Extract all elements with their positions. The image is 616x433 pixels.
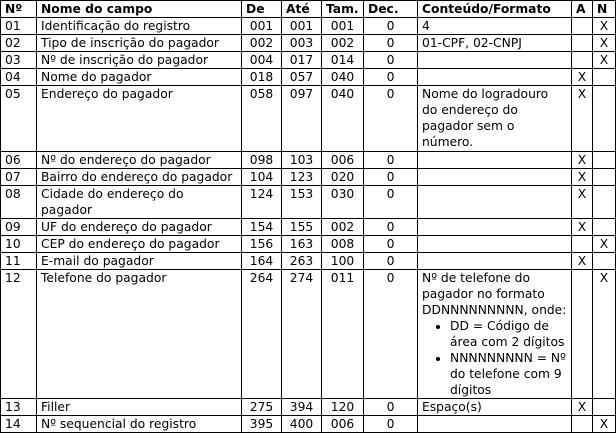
row-tam: 008 bbox=[322, 236, 364, 253]
row-tam: 040 bbox=[322, 86, 364, 152]
row-de: 004 bbox=[242, 52, 282, 69]
row-num: 13 bbox=[1, 399, 37, 416]
row-n bbox=[593, 253, 616, 270]
row-field-name: Nº de inscrição do pagador bbox=[37, 52, 242, 69]
row-num: 05 bbox=[1, 86, 37, 152]
row-n bbox=[593, 152, 616, 169]
row-n: X bbox=[593, 236, 616, 253]
row-ate: 057 bbox=[282, 69, 322, 86]
row-field-name: Telefone do pagador bbox=[37, 270, 242, 399]
table-row bbox=[1, 69, 616, 86]
table-row bbox=[1, 52, 616, 69]
row-tam: 002 bbox=[322, 219, 364, 236]
row-dec: 0 bbox=[364, 219, 418, 236]
row-conteudo: Nome do logradouro do endereço do pagador sem o número. bbox=[418, 86, 572, 152]
row-a: X bbox=[572, 253, 593, 270]
row-n: X bbox=[593, 35, 616, 52]
row-a bbox=[572, 18, 593, 35]
row-dec: 0 bbox=[364, 399, 418, 416]
row-a bbox=[572, 52, 593, 69]
row-field-name: Cidade do endereço do pagador bbox=[37, 186, 242, 219]
table-row bbox=[1, 18, 616, 35]
row-ate: 097 bbox=[282, 86, 322, 152]
row-de: 058 bbox=[242, 86, 282, 152]
row-dec: 0 bbox=[364, 69, 418, 86]
row-field-name: Nome do pagador bbox=[37, 69, 242, 86]
row-ate: 103 bbox=[282, 152, 322, 169]
table-row bbox=[1, 186, 616, 219]
row-tam: 006 bbox=[322, 416, 364, 433]
row-n bbox=[593, 219, 616, 236]
row-tam: 014 bbox=[322, 52, 364, 69]
header-a: A bbox=[572, 1, 593, 18]
row-de: 098 bbox=[242, 152, 282, 169]
row-ate: 155 bbox=[282, 219, 322, 236]
header-dec: Dec. bbox=[364, 1, 418, 18]
row-ate: 001 bbox=[282, 18, 322, 35]
row-conteudo bbox=[418, 69, 572, 86]
row-de: 002 bbox=[242, 35, 282, 52]
row-field-name: CEP do endereço do pagador bbox=[37, 236, 242, 253]
row-tam: 020 bbox=[322, 169, 364, 186]
row-dec: 0 bbox=[364, 86, 418, 152]
row-num: 08 bbox=[1, 186, 37, 219]
row-tam: 002 bbox=[322, 35, 364, 52]
row-n bbox=[593, 169, 616, 186]
row-de: 275 bbox=[242, 399, 282, 416]
header-num: Nº bbox=[1, 1, 37, 18]
row-tam: 100 bbox=[322, 253, 364, 270]
row-a bbox=[572, 35, 593, 52]
table-row bbox=[1, 416, 616, 433]
row-ate: 003 bbox=[282, 35, 322, 52]
phone-format-description: Nº de telefone do pagador no formato DDNNNNNNNNN, onde: bbox=[422, 271, 567, 317]
row-n: X bbox=[593, 18, 616, 35]
row-field-name: Bairro do endereço do pagador bbox=[37, 169, 242, 186]
row-ate: 123 bbox=[282, 169, 322, 186]
table-row bbox=[1, 86, 616, 152]
row-a: X bbox=[572, 186, 593, 219]
row-field-name: E-mail do pagador bbox=[37, 253, 242, 270]
row-num: 07 bbox=[1, 169, 37, 186]
row-num: 10 bbox=[1, 236, 37, 253]
row-num: 12 bbox=[1, 270, 37, 399]
row-conteudo bbox=[418, 169, 572, 186]
row-field-name: Identificação do registro bbox=[37, 18, 242, 35]
row-de: 164 bbox=[242, 253, 282, 270]
row-de: 154 bbox=[242, 219, 282, 236]
row-a: X bbox=[572, 219, 593, 236]
row-conteudo bbox=[418, 186, 572, 219]
row-a: X bbox=[572, 399, 593, 416]
row-dec: 0 bbox=[364, 253, 418, 270]
row-n: X bbox=[593, 416, 616, 433]
table-row bbox=[1, 219, 616, 236]
row-tam: 001 bbox=[322, 18, 364, 35]
row-field-name: Nº do endereço do pagador bbox=[37, 152, 242, 169]
row-field-name: Filler bbox=[37, 399, 242, 416]
header-field-name: Nome do campo bbox=[37, 1, 242, 18]
row-conteudo: 01-CPF, 02-CNPJ bbox=[418, 35, 572, 52]
phone-format-list bbox=[422, 318, 567, 398]
row-ate: 017 bbox=[282, 52, 322, 69]
row-num: 03 bbox=[1, 52, 37, 69]
row-n bbox=[593, 186, 616, 219]
row-conteudo bbox=[418, 270, 572, 399]
row-conteudo: 4 bbox=[418, 18, 572, 35]
header-ate: Até bbox=[282, 1, 322, 18]
row-de: 156 bbox=[242, 236, 282, 253]
row-n: X bbox=[593, 270, 616, 399]
row-conteudo bbox=[418, 52, 572, 69]
header-tam: Tam. bbox=[322, 1, 364, 18]
row-num: 02 bbox=[1, 35, 37, 52]
table-row bbox=[1, 270, 616, 399]
header-de: De bbox=[242, 1, 282, 18]
header-conteudo: Conteúdo/Formato bbox=[418, 1, 572, 18]
table-row bbox=[1, 169, 616, 186]
row-tam: 011 bbox=[322, 270, 364, 399]
row-de: 395 bbox=[242, 416, 282, 433]
row-ate: 163 bbox=[282, 236, 322, 253]
row-num: 09 bbox=[1, 219, 37, 236]
row-a: X bbox=[572, 152, 593, 169]
row-tam: 006 bbox=[322, 152, 364, 169]
row-dec: 0 bbox=[364, 35, 418, 52]
row-dec: 0 bbox=[364, 52, 418, 69]
table-row bbox=[1, 35, 616, 52]
header-n: N bbox=[593, 1, 616, 18]
row-a bbox=[572, 270, 593, 399]
table-row bbox=[1, 152, 616, 169]
row-num: 01 bbox=[1, 18, 37, 35]
row-num: 04 bbox=[1, 69, 37, 86]
row-conteudo bbox=[418, 416, 572, 433]
list-item: • DD = Código de área com 2 dígitos bbox=[450, 318, 567, 350]
row-conteudo bbox=[418, 219, 572, 236]
row-a bbox=[572, 416, 593, 433]
row-tam: 040 bbox=[322, 69, 364, 86]
row-dec: 0 bbox=[364, 270, 418, 399]
row-dec: 0 bbox=[364, 186, 418, 219]
row-n bbox=[593, 69, 616, 86]
row-num: 06 bbox=[1, 152, 37, 169]
row-de: 104 bbox=[242, 169, 282, 186]
row-dec: 0 bbox=[364, 152, 418, 169]
row-field-name: UF do endereço do pagador bbox=[37, 219, 242, 236]
row-de: 264 bbox=[242, 270, 282, 399]
row-conteudo bbox=[418, 152, 572, 169]
row-dec: 0 bbox=[364, 18, 418, 35]
row-field-name: Endereço do pagador bbox=[37, 86, 242, 152]
row-tam: 030 bbox=[322, 186, 364, 219]
row-n bbox=[593, 399, 616, 416]
row-de: 018 bbox=[242, 69, 282, 86]
row-de: 001 bbox=[242, 18, 282, 35]
row-ate: 274 bbox=[282, 270, 322, 399]
row-field-name: Tipo de inscrição do pagador bbox=[37, 35, 242, 52]
row-tam: 120 bbox=[322, 399, 364, 416]
row-ate: 394 bbox=[282, 399, 322, 416]
row-ate: 400 bbox=[282, 416, 322, 433]
row-a: X bbox=[572, 86, 593, 152]
row-ate: 263 bbox=[282, 253, 322, 270]
header-row bbox=[1, 1, 616, 18]
row-conteudo: Espaço(s) bbox=[418, 399, 572, 416]
row-de: 124 bbox=[242, 186, 282, 219]
table-row bbox=[1, 253, 616, 270]
row-dec: 0 bbox=[364, 416, 418, 433]
row-a bbox=[572, 236, 593, 253]
table-row bbox=[1, 399, 616, 416]
row-dec: 0 bbox=[364, 236, 418, 253]
list-item: • NNNNNNNNN = Nº do telefone com 9 dígitos bbox=[450, 350, 567, 398]
row-n bbox=[593, 86, 616, 152]
row-a: X bbox=[572, 169, 593, 186]
table-row bbox=[1, 236, 616, 253]
row-num: 14 bbox=[1, 416, 37, 433]
row-conteudo bbox=[418, 253, 572, 270]
row-a: X bbox=[572, 69, 593, 86]
row-dec: 0 bbox=[364, 169, 418, 186]
row-ate: 153 bbox=[282, 186, 322, 219]
row-conteudo bbox=[418, 236, 572, 253]
row-num: 11 bbox=[1, 253, 37, 270]
row-field-name: Nº sequencial do registro bbox=[37, 416, 242, 433]
row-n: X bbox=[593, 52, 616, 69]
